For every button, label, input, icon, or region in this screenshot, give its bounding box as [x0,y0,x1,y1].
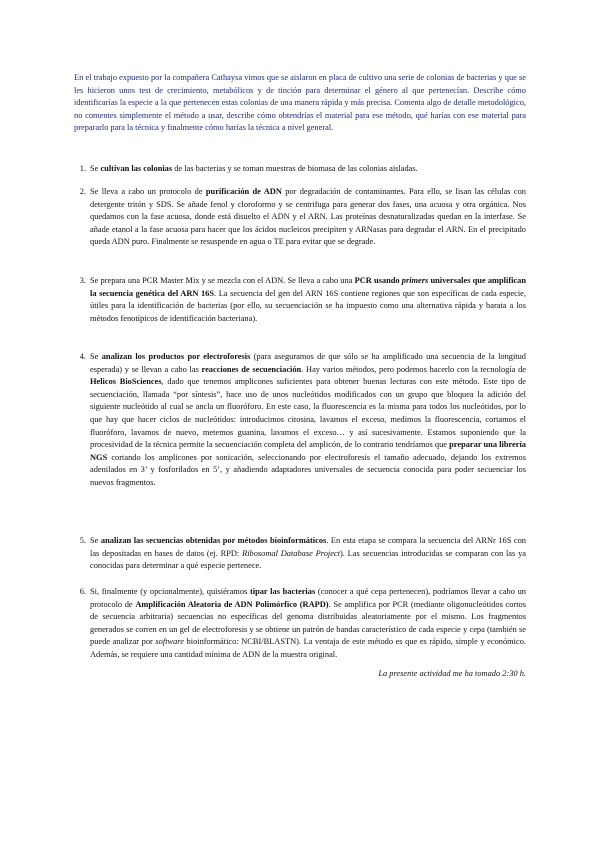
item-italic: software [155,637,184,647]
item-bold: tipar las bacterias [249,587,316,596]
list-number: 5. [79,536,86,545]
item-text: . En esta etapa se compara la secuencia del ARNr 16S con las depositadas en bases de datos (ej. RPD: [90,536,526,558]
list-item-2 [79,186,526,249]
item-text: . La secuencia del gen del ARN 16S contiene regiones que son específicas de cada especie, útiles para la identificación de bacterias (por ello, su secuenciación se ha impuesto como una alternativa rápida y barata a los métodos fenotípicos de identificación bacteriana). [90,288,526,323]
closing-note: La presente actividad me ha tomado 2:30 h. [378,669,526,678]
item-text: , dado que tenemos amplicones suficientes para obtener buenas lecturas con este método. Este tipo de secuenciación, llamada “por síntesis”, hace uso de unos nucleótidos modificados con un grupo que bloquea la adición del siguiente nucleótido al cual se ancla un fluoróforo. En este caso, la fluorescencia es la misma para todos los nucleótidos, por lo que hay que hacer ciclos de nucleótidos: introducimos citosina, lavamos el exceso, medimos la fluorescencia, cortamos el fluoróforo, lavamos de nuevo, metemos guanina, lavamos el exceso… y así sucesivamente. Estamos suponiendo que la procesividad de la técnica permite la secuenciación completa del amplicón, de lo contrario tendríamos que [90,377,526,450]
list-item-5 [79,535,526,573]
item-text: (para aseguramos de que sólo se ha amplificado una secuencia de la longitud esperada) y se llevan a cabo las [90,352,526,374]
item-text: . Hay varios métodos, pero podemos hacerlo con la tecnología de [301,364,526,374]
list-item-6 [79,586,526,662]
item-bold: analizan los productos por electroforesis [101,352,251,361]
item-text: Se [90,352,102,361]
item-italic: Ribosomal Database Project [242,548,340,558]
item-text: Se prepara una PCR Master Mix y se mezcla con el ADN. Se lleva a cabo una [90,276,355,285]
item-text: Se [90,164,101,173]
item-bold: universales que amplifican la secuencia genética del ARN 16S [90,276,526,298]
list-item-4 [79,351,526,490]
list-number: 2. [79,187,86,196]
item-text: Se lleva a cabo un protocolo de [90,187,206,196]
list-number: 4. [79,352,86,361]
item-bold: cultivan las colonias [100,164,173,173]
item-text: Se [90,536,101,545]
list-item-1 [79,163,526,176]
item-text: bioinformático: NCBI/BLASTN). La ventaja de este método es que es rápido, simple y económico. Además, se requiere una cantidad mínima de ADN de la muestra original. [90,637,526,659]
item-text: (conocer a qué cepa pertenecen), podríamos llevar a cabo un protocolo de [90,587,526,609]
list-number: 6. [79,587,86,596]
item-bold: Helicos BioSciences [90,377,162,387]
item-bold: PCR usando [354,276,402,285]
list-number: 1. [79,164,86,173]
item-text: ). Las secuencias introducidas se comparan con las ya conocidas para determinar a qué especie pertenece. [90,548,526,571]
item-text: Si, finalmente (y opcionalmente), quisiéramos [90,587,250,596]
item-bold: purificación de ADN [205,187,282,196]
item-bold: Amplificación Aleatoria de ADN Polimórfico (RAPD) [135,599,329,609]
item-bold-italic: primers [401,276,429,285]
item-bold: analizan las secuencias obtenidas por métodos bioinformáticos [100,536,327,545]
item-text: cortando los amplicones por sonicación, seleccionando por electroforesis el tamaño adecuado, dejando los extremos adenilados en 3’ y fosforilados en 5’, y añadiendo adaptadores universales de secuencia conocida para poder secuenciar los nuevos fragmentos. [90,452,526,487]
intro-paragraph: En el trabajo expuesto por la compañera Cathaysa vimos que se aislaron en placa de cultivo una serie de colonias de bacterias y que se les hicieron unos test de crecimiento, metabólicos y de tinción para determinar el género al que pertenecían. Describe cómo identificarías la especie a la que pertenecen estas colonias de una manera rápida y más precisa. Comenta algo de detalle metodológico, no comentes simplemente el método a usar, describe cómo obtendrías el material para ese método, qué harías con ese material para prepararlo para la técnica y finalmente cómo harías la técnica a nivel general. [74,73,526,133]
item-text: . Se amplifica por PCR (mediante oligonucleótidos cortos de secuencia arbitraria) secuencias no específicas del genoma distribuidas aleatoriamente por el mismo. Los fragmentos generados se corren en un gel de electroforesis y se obtiene un patrón de bandas característico de cada especie y cepa (también se puede analizar por [90,599,526,647]
item-bold: preparar una librería NGS [90,440,526,462]
list-item-3 [79,275,526,325]
item-text: de las bacterias y se toman muestras de biomasa de las colonias aisladas. [172,164,418,173]
item-text: por degradación de contaminantes. Para ello, se lisan las células con detergente tritón y SDS. Se añade fenol y cloroformo y se centrifuga para generar dos fases, una acuosa y otra orgánica. Nos quedamos con la fase acuosa, donde está disuelto el ADN y el ARN. Las proteínas desnaturalizadas quedan en la interfase. Se añade etanol a la fase acuosa para hacer que los ácidos nucleicos precipiten y ARNasas para degradar el ARN. En el precipitado queda ADN puro. Finalmente se resuspende en agua o TE para evitar que se degrade. [90,187,526,247]
list-number: 3. [79,276,86,285]
item-bold: reacciones de secuenciación [201,364,302,374]
